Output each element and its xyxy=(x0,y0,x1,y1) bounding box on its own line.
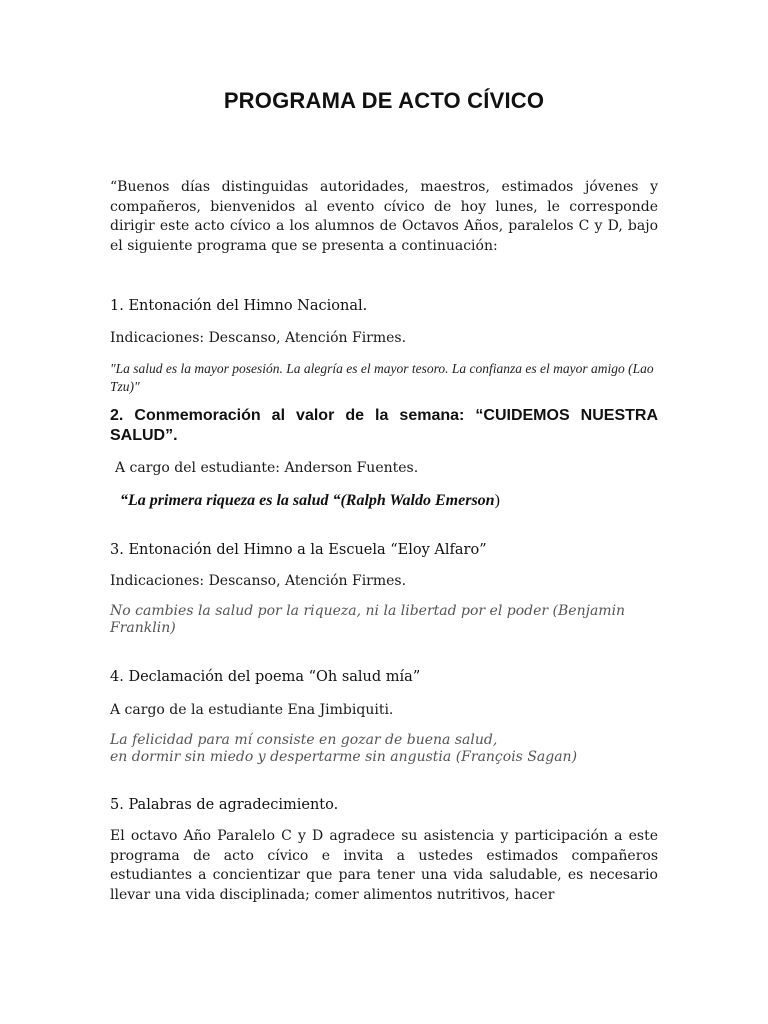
item-2-heading: 2. Conmemoración al valor de la semana: “CUIDEMOS NUESTRA SALUD”. xyxy=(110,407,658,444)
item-2-detail: A cargo del estudiante: Anderson Fuentes. xyxy=(115,460,419,476)
intro-paragraph: “Buenos días distinguidas autoridades, maestros, estimados jóvenes y compañeros, bienvenidos al evento cívico de hoy lunes, le corresponde dirigir este acto cívico a los alumnos de Octavos Años, paralelos C y D, bajo el siguiente programa que se presenta a continuación: xyxy=(110,179,658,254)
item-5-detail: El octavo Año Paralelo C y D agradece su asistencia y participación a este programa de acto cívico e invita a ustedes estimados compañeros estudiantes a concientizar que para tener una vida saludable, es necesario llevar una vida disciplinada; comer alimentos nutritivos, hacer xyxy=(110,828,658,903)
item-3-detail: Indicaciones: Descanso, Atención Firmes. xyxy=(110,573,407,589)
item-3-heading: 3. Entonación del Himno a la Escuela “Eloy Alfaro” xyxy=(110,542,487,558)
item-5-heading: 5. Palabras de agradecimiento. xyxy=(110,797,339,813)
item-2-quote-text: “La primera riqueza es la salud “(Ralph Waldo Emerson xyxy=(120,492,495,509)
item-4-heading: 4. Declamación del poema “Oh salud mía” xyxy=(110,669,421,685)
page-title: PROGRAMA DE ACTO CÍVICO xyxy=(223,88,545,113)
item-4-detail: A cargo de la estudiante Ena Jimbiquiti. xyxy=(110,702,394,718)
item-2-quote-close: ) xyxy=(494,492,500,509)
item-1-heading: 1. Entonación del Himno Nacional. xyxy=(110,298,368,314)
item-2-quote xyxy=(120,490,668,510)
item-4-quote xyxy=(110,732,658,766)
item-1-quote: "La salud es la mayor posesión. La alegría es el mayor tesoro. La confianza es el mayor amigo (Lao Tzu)" xyxy=(110,361,654,394)
item-1-detail: Indicaciones: Descanso, Atención Firmes. xyxy=(110,330,407,346)
item-4-quote-line-2: en dormir sin miedo y despertarme sin angustia (François Sagan) xyxy=(110,749,578,765)
item-4-quote-line-1: La felicidad para mí consiste en gozar de buena salud, xyxy=(110,732,498,748)
item-3-quote: No cambies la salud por la riqueza, ni la libertad por el poder (Benjamin Franklin) xyxy=(110,603,626,636)
